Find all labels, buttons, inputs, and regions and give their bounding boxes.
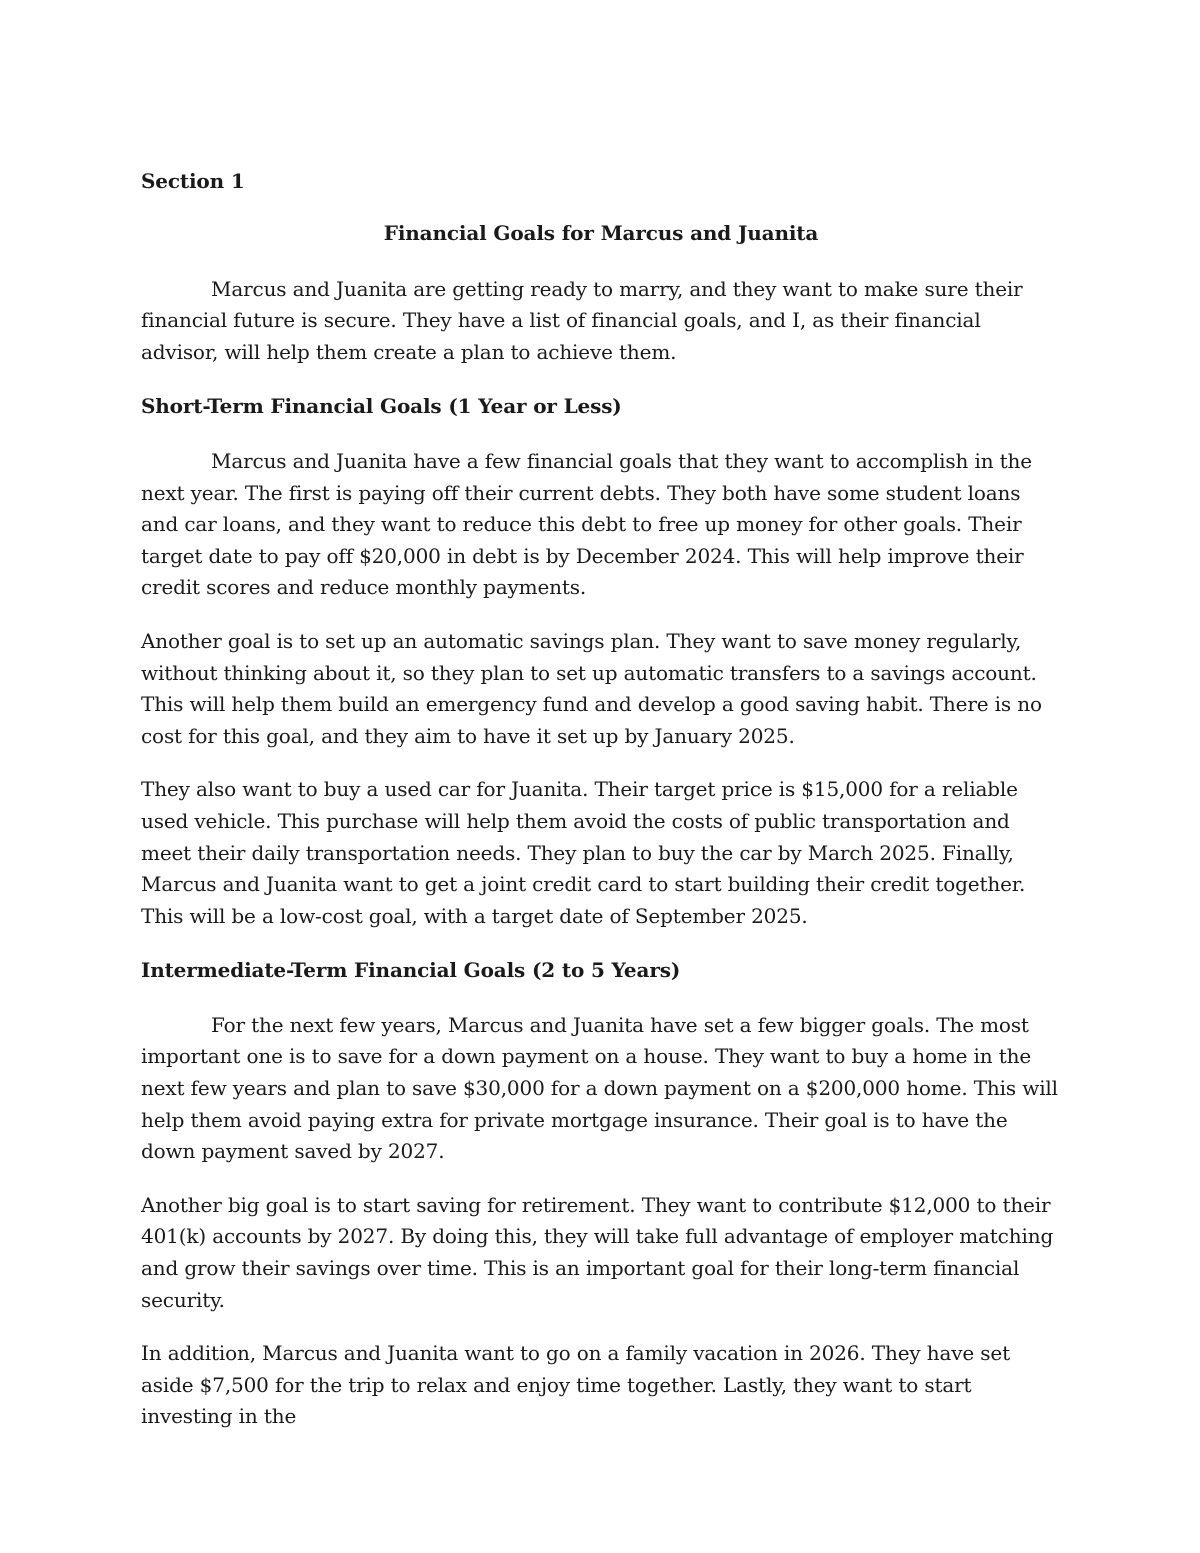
short-term-paragraph-1: Marcus and Juanita have a few financial goals that they want to accomplish in the next year. The first is paying off their current debts. They both have some student loans and car loans, and they want to reduce this debt to free up money for other goals. Their target date to pay off $20,000 in debt is by December 2024. This will help improve their credit scores and reduce monthly payments. [141, 448, 1032, 600]
intermediate-term-paragraph-1: For the next few years, Marcus and Juanita have set a few bigger goals. The most important one is to save for a down payment on a house. They want to buy a home in the next few years and plan to save $30,000 for a down payment on a $200,000 home. This will help them avoid paying extra for private mortgage insurance. Their goal is to have the down payment saved by 2027. [141, 1012, 1058, 1164]
section-label: Section 1 [141, 169, 245, 193]
document-page [141, 166, 1061, 1433]
short-term-paragraph-2: Another goal is to set up an automatic savings plan. They want to save money regularly, without thinking about it, so they plan to set up automatic transfers to a savings account. This will help them build an emergency fund and develop a good saving habit. There is no cost for this goal, and they aim to have it set up by January 2025. [141, 628, 1042, 748]
intermediate-term-paragraph-2: Another big goal is to start saving for retirement. They want to contribute $12,000 to their 401(k) accounts by 2027. By doing this, they will take full advantage of employer matching and grow their savings over time. This is an important goal for their long-term financial security. [141, 1192, 1054, 1312]
intro-paragraph: Marcus and Juanita are getting ready to marry, and they want to make sure their financial future is secure. They have a list of financial goals, and I, as their financial advisor, will help them create a plan to achieve them. [141, 276, 1023, 364]
intermediate-term-heading: Intermediate-Term Financial Goals (2 to 5 Years) [141, 958, 681, 983]
document-title: Financial Goals for Marcus and Juanita [383, 221, 819, 245]
short-term-paragraph-3: They also want to buy a used car for Juanita. Their target price is $15,000 for a reliable used vehicle. This purchase will help them avoid the costs of public transportation and meet their daily transportation needs. They plan to buy the car by March 2025. Finally, Marcus and Juanita want to get a joint credit card to start building their credit together. This will be a low-cost goal, with a target date of September 2025. [141, 777, 1026, 928]
short-term-heading: Short-Term Financial Goals (1 Year or Less) [141, 394, 622, 419]
intermediate-term-paragraph-3: In addition, Marcus and Juanita want to go on a family vacation in 2026. They have set aside $7,500 for the trip to relax and enjoy time together. Lastly, they want to start investing in the [141, 1341, 1010, 1429]
